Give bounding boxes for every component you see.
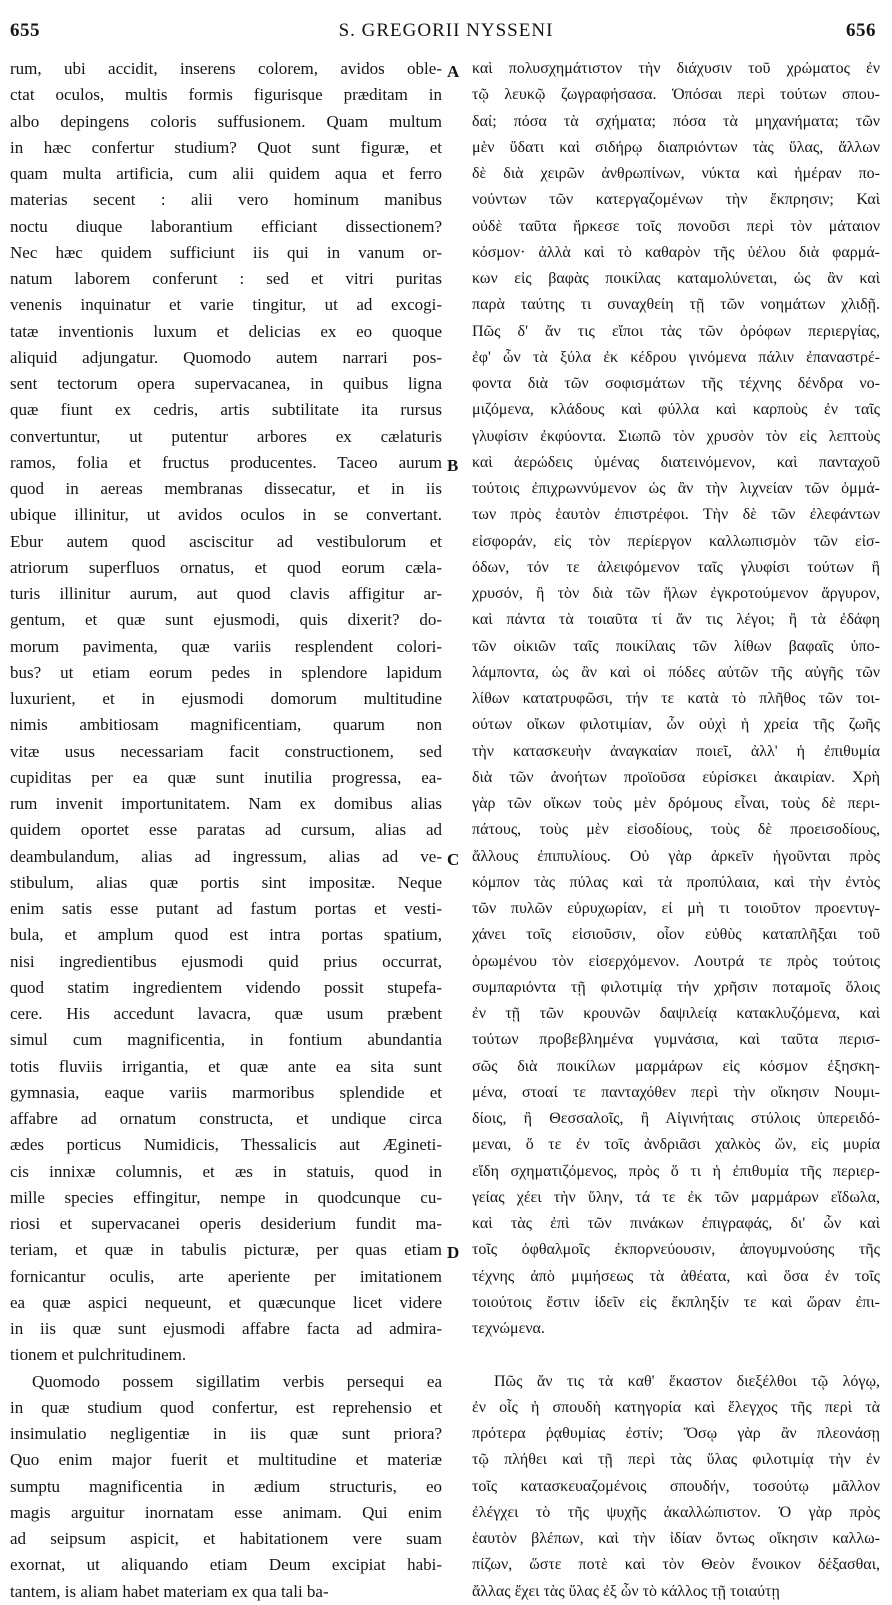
text-line: gentum, et quæ sunt ejusmodi, quis dixerit? do- [10,610,442,630]
text-line: καὶ ἀερώδεις ὑμένας διατεινόμενον, καὶ πανταχοῦ [472,453,880,471]
text-line: σῶς διὰ ποικίλων μαρμάρων εἰς κόσμον ἐξησκη- [472,1057,880,1075]
text-line: ούτων οἴκων φιλοτιμίαν, ὧν οὐχὶ ἡ χρεία τῆς ζωῆς [472,716,880,734]
text-line: ea quæ aspici nequeunt, et quæcunque licet videre [10,1292,442,1312]
text-line: καὶ τὰς ἐπὶ τῶν πινάκων ἐπιγραφάς, δι' ὧν καὶ [472,1215,880,1232]
text-line: χρυσόν, ἢ τὸν διὰ τῶν ἥλων ἐγκροτούμενον ἄργυρον, [472,585,880,602]
text-line: in quæ studium quod confertur, est reprehensio et [10,1397,442,1417]
text-line: exornat, ut aliquando etiam Deum excipiat habi- [10,1555,442,1575]
text-line: affabre ad ornatum constructa, et undique circa [10,1109,442,1128]
text-line: φοντα διὰ τῶν σοφισμάτων τῆς τέχνης δένδρα νο- [472,375,880,392]
text-line: teriam, et quæ in tabulis picturæ, per quas etiam [10,1240,442,1260]
text-line: δὲ διὰ χειρῶν ἀνθρωπίνων, νύκτα καὶ ἡμέραν πο- [472,165,880,182]
text-line: fornicantur oculis, arte aperiente per imitationem [10,1266,442,1286]
text-line: ἄλλας ἔχει τὰς ὕλας ἐξ ὧν τὸ κάλλος τῇ τοιαύτῃ [472,1582,780,1600]
text-line: τούτοις ἐπιχρωννύμενον ὡς ἂν τὴν λιχνείαν τῶν ὀμμά- [472,480,880,497]
text-line: aliquid adjungatur. Quomodo autem narrari pos- [10,347,442,367]
text-line: καὶ πολυσχημάτιστον τὴν διάχυσιν τοῦ χρώματος ἐν [472,60,880,77]
text-line: convertuntur, ut putentur arbores ex cælaturis [10,426,442,446]
text-line: λάμποντα, ὡς ἂν καὶ οἱ πόδες αὐτῶν τῆς αὐγῆς τῶν [472,663,880,681]
page-number-left: 655 [10,20,40,41]
text-line: bula, et amplum quod est intra portas spatium, [10,925,442,945]
text-line: stibulum, alias quæ portis sint impositæ. Neque [10,872,442,892]
text-line: turis illinitur aurum, aut quod clavis affigitur ar- [10,584,442,603]
text-line: ad seipsum aspicit, et habitationem vere suam [10,1529,442,1548]
margin-letter: C [447,849,460,869]
text-line: λίθων κατατρυφῶσι, τήν τε κατὰ τὸ πλῆθος τῶν τοι- [472,690,880,707]
margin-letter: A [447,62,460,81]
text-line: των πρὸς ἑαυτὸν ἐπιστρέφοι. Τὴν δὲ τῶν ἐλεφάντων [472,506,880,524]
text-line: ἐλέγχει τὸ τῆς ψυχῆς ἀκαλλώπιστον. Ὁ γὰρ πρὸς [472,1503,880,1521]
text-line: εἴδη σχηματιζόμενος, πρὸς ὅ τι ἡ ἐπιθυμία τῆς περιερ- [472,1162,880,1180]
text-line: cere. His accedunt lavacra, quæ usum præbent [10,1004,442,1023]
text-line: ubique illinitur, ut avidos oculos in se convertant. [10,505,442,525]
margin-letter: D [447,1243,460,1263]
text-line: Quo enim major fuerit et multitudine et materiæ [10,1450,442,1470]
text-line: πίζων, ὥστε ποτὲ καὶ τὸν Θεὸν ἔνοικον δέξασθαι, [472,1556,880,1574]
text-line: ἐν τῇ τῶν κρουνῶν δαψιλείᾳ κατακλυζόμενα, καὶ [472,1005,880,1022]
text-line: tionem et pulchritudinem. [10,1345,187,1365]
text-line: materias secent : alii vero hominum manibus [10,190,442,210]
text-line: magis arguitur inornatam esse animam. Qui enim [10,1502,442,1522]
text-line: συμπαριόντα τῇ φιλοτιμίᾳ τὴν χρῆσιν ποταμοῖς ὅλοις [472,978,880,996]
text-line: quod in aereas membranas dissecatur, et in iis [10,479,442,498]
text-line: κων εἰς βαφὰς ποικίλας καταμολύνεται, ὡς ἂν καὶ [472,270,880,287]
text-line: quod statim ingredientem videndo possit stupefa- [10,977,442,997]
margin-letter: B [447,455,459,475]
text-line: μεναι, ὅ τε ἐν τοῖς ἀνδριᾶσι χαλκὸς ὤν, εἰς μυρία [472,1136,880,1154]
text-line: παρὰ ταύτης τι συναχθείη τῇ τῶν νοημάτων χλιδῇ. [472,296,880,314]
text-line: τῷ πλήθει καὶ τῇ περὶ τὰς ὕλας φιλοτιμίᾳ τὴν ἐν [472,1451,880,1469]
text-line: Quomodo possem sigillatim verbis persequi ea [32,1371,442,1391]
text-line: bus? ut etiam eorum pedes in splendore lapidum [10,662,442,682]
text-line: cis innixæ columnis, et æs in statuis, quod in [10,1161,442,1181]
text-line: γλυφίσιν ἐκφύοντα. Σιωπῶ τὸν χρυσὸν τὸν εἰς λεπτοὺς [472,427,880,445]
text-line: deambulandum, alias ad ingressum, alias ad ve- [10,846,442,866]
text-line: quæ fiunt ex cedris, artis subtilitate ita rursus [10,400,442,420]
text-line: rum invenit importunitatem. Nam ex domibus alias [10,794,442,813]
text-line: μιζόμενα, κλάδους καὶ φύλλα καὶ καρποὺς ἐν ταῖς [472,401,880,419]
text-line: atriorum superfluos ornatus, et quod eorum cæla- [10,557,442,577]
page-header [0,6,892,44]
text-line: πρότερα ῥᾳθυμίας ἐστίν; Ὅσῳ γὰρ ἂν πλεονάσῃ [472,1425,880,1442]
text-line: in hæc confertur studium? Quot sunt figuræ, et [10,137,442,157]
text-line: τοῖς ὀφθαλμοῖς ἐκπορνεύουσιν, ἀπογυμνούσης τῆς [472,1241,880,1259]
text-line: ædes porticus Numidicis, Thessalicis aut Ægineti- [10,1135,442,1155]
text-line: μένα, στοαί τε πανταχόθεν περὶ τὴν οἴκησιν Νουμι- [472,1083,880,1101]
text-line: τούτων προβεβλημένα γυμνάσια, καὶ ταῦτα περισ- [472,1031,880,1049]
text-line: venenis inquinatur et varie tingitur, ut ad excogi- [10,295,442,315]
text-line: tantem, is aliam habet materiam ex qua tali ba- [10,1581,329,1601]
text-line: riosi et supervacanei operis desiderium fundit ma- [10,1214,442,1233]
text-line: τὴν κατασκευὴν ἀναγκαίαν ποιεῖ, ἀλλ' ἡ ἐπιθυμία [472,742,880,760]
text-line: τῶν οἰκιῶν ταῖς ποικίλαις τῶν λίθων βαφαῖς ὑπο- [472,637,880,655]
text-line: ἑαυτὸν βλέπων, καὶ τὴν ἰδίαν ὄντως οἴκησιν καλλω- [472,1530,880,1547]
text-line: μὲν ὕδατι καὶ σιδήρῳ διαπριόντων τὰς ὕλας, ἄλλων [472,138,880,156]
text-line: κόσμον· ἀλλὰ καὶ τὸ καθαρὸν τῆς ὑέλου διὰ φαρμά- [472,243,880,261]
text-line: τοιούτοις ἔστιν ἰδεῖν εἰς ἔκπληξίν τε καὶ ὥραν ἐπι- [472,1293,880,1311]
text-line: quam multa artificia, cum alii quidem aqua et ferro [10,164,442,183]
text-line: εἰσφοράν, εἰς τὸν περίεργον καλλωπισμὸν τῶν εἰσ- [472,532,880,550]
text-line: ctat oculos, multis formis figurisque præditam in [10,85,442,105]
text-line [472,1342,880,1368]
text-line: morum pavimenta, quæ variis resplendent colori- [10,636,442,656]
text-line: nisi ingredientibus ejusmodi quid prius occurrat, [10,951,442,971]
text-line: πάτους, τοὺς μὲν εἰσοδίους, τοὺς δὲ προεισοδίους, [472,821,880,839]
greek-column [472,56,880,1605]
text-line: ἄλλους ἐπιπυλίους. Οὐ γὰρ ἀρκεῖν ἡγοῦνται πρὸς [472,847,880,865]
text-line: διὰ τῶν ἀνοήτων προϊοῦσα εὑρίσκει ἀκαιρίαν. Χρὴ [472,768,880,786]
text-line: τεχνώμενα. [472,1320,545,1337]
text-line: gymnasia, eaque variis marmoribus splendide et [10,1082,442,1102]
text-line: sent tectorum opera supervacanea, in quibus ligna [10,374,442,393]
text-line: natum laborem conferunt : sed et vitri puritas [10,269,442,288]
text-line: rum, ubi accidit, inserens colorem, avidos oble- [10,59,442,78]
text-line: quidem oportet esse paratas ad cursum, alias ad [10,820,442,840]
text-line: totis fluviis irrigantia, et quæ ante ea sita sunt [10,1056,442,1076]
text-line: τῶν πυλῶν εὐρυχωρίαν, εἰ μὴ τι τοιοῦτον προεντυγ- [472,900,880,917]
text-line: τῷ λευκῷ ζωγραφήσασα. Ὁπόσαι περὶ τούτων σπου- [472,86,880,104]
text-line: insimulatio negligentiæ in iis quæ sunt priora? [10,1424,442,1443]
page-number-right: 656 [846,20,876,41]
text-line: χάνει τοῖς εἰσιοῦσιν, οἷον εὐθὺς καταπλῆξαι τοῦ [472,926,880,944]
text-line: nimis ambitiosam magnificentiam, quarum non [10,715,442,735]
text-line: in iis quæ sunt ejusmodi affabre facta ad admira- [10,1319,442,1338]
text-line: Πῶς ἄν τις τὰ καθ' ἕκαστον διεξέλθοι τῷ λόγῳ, [494,1372,880,1390]
text-line: νούντων τῶν κατεργαζομένων τὴν ἔκπρησιν; Καὶ [472,191,880,209]
latin-column [10,56,442,1605]
text-line: albo depingens coloris suffusionem. Quam multum [10,111,442,131]
text-line: simul cum magnificentia, in fontium abundantia [10,1030,442,1050]
text-line: τέχνης ἀπὸ μιμήσεως τὰ ἀθέατα, καὶ ὅσα ἐν τοῖς [472,1267,880,1285]
text-line: ἐφ' ὧν τὰ ξύλα ἐκ κέδρου γινόμενα πάλιν ἐπαναστρέ- [472,348,880,366]
text-line: δαί; πόσα τὰ σχήματα; πόσα τὰ μηχανήματα; τῶν [472,112,880,130]
text-line: mille species effingitur, nempe in quodcunque cu- [10,1187,442,1207]
text-line: sumptu magnificentia in ædium structuris, eo [10,1476,442,1496]
text-line: όδων, τόν τε ἀλειφόμενον ταῖς γλυφίσι τούτων ἢ [472,558,880,576]
text-line: γείας χέει τὴν ὕλην, τά τε ἐκ τῶν μαρμάρων εἴδωλα, [472,1188,880,1206]
text-line: κόμπον τὰς πύλας καὶ τὰ προπύλαια, καὶ τὴν ἐντὸς [472,873,880,891]
text-line: tatæ inventionis luxum et delicias ex eo quoque [10,321,442,341]
text-line: τοῖς κατασκευαζομένοις σπουδήν, τοσούτῳ μᾶλλον [472,1477,880,1495]
running-title: S. GREGORII NYSSENI [338,20,554,41]
text-line: enim satis esse putant ad fastum portas et vesti- [10,899,442,918]
text-line: cupiditas per ea quæ sunt inutilia progressa, ea- [10,767,442,787]
text-line: Πῶς δ' ἄν τις εἴποι τὰς τῶν ὀρόφων περιεργίας, [472,322,880,340]
text-line: ὁρωμένου τὸν εἰσερχόμενον. Λουτρά τε πρὸς τούτοις [472,952,880,970]
text-line: ἐν οἷς ἡ σπουδὴ κατηγορία καὶ ἔλεγχος τῆς περὶ τὰ [472,1398,880,1416]
text-line: Ebur autem quod asciscitur ad vestibulorum et [10,531,442,551]
text-line: Nec hæc quidem sufficiunt iis qui in vanum or- [10,242,442,262]
text-line: noctu diuque laborantium efficiant dissectionem? [10,216,442,236]
text-line: οὐδὲ ταῦτα ἤρκεσε τοῖς πονοῦσι περὶ τὸν μάταιον [472,217,880,235]
text-line: καὶ πάντα τὰ τοιαῦτα τί ἄν τις λέγοι; ἢ τὰ ἐδάφη [472,611,880,629]
text-line: ramos, folia et fructus producentes. Taceo aurum [10,452,442,472]
text-line: luxurient, et in ejusmodi domorum multitudine [10,689,442,708]
text-line: γὰρ τῶν οἴκων τοὺς μὲν δρόμους εἶναι, τοὺς δὲ περι- [472,795,880,812]
text-line: δίοις, ἢ Θεσσαλοῖς, ἢ Αἰγινήταις στύλοις ὑπερειδό- [472,1110,880,1127]
text-line: vitæ usus necessariam facit constructionem, sed [10,741,442,761]
